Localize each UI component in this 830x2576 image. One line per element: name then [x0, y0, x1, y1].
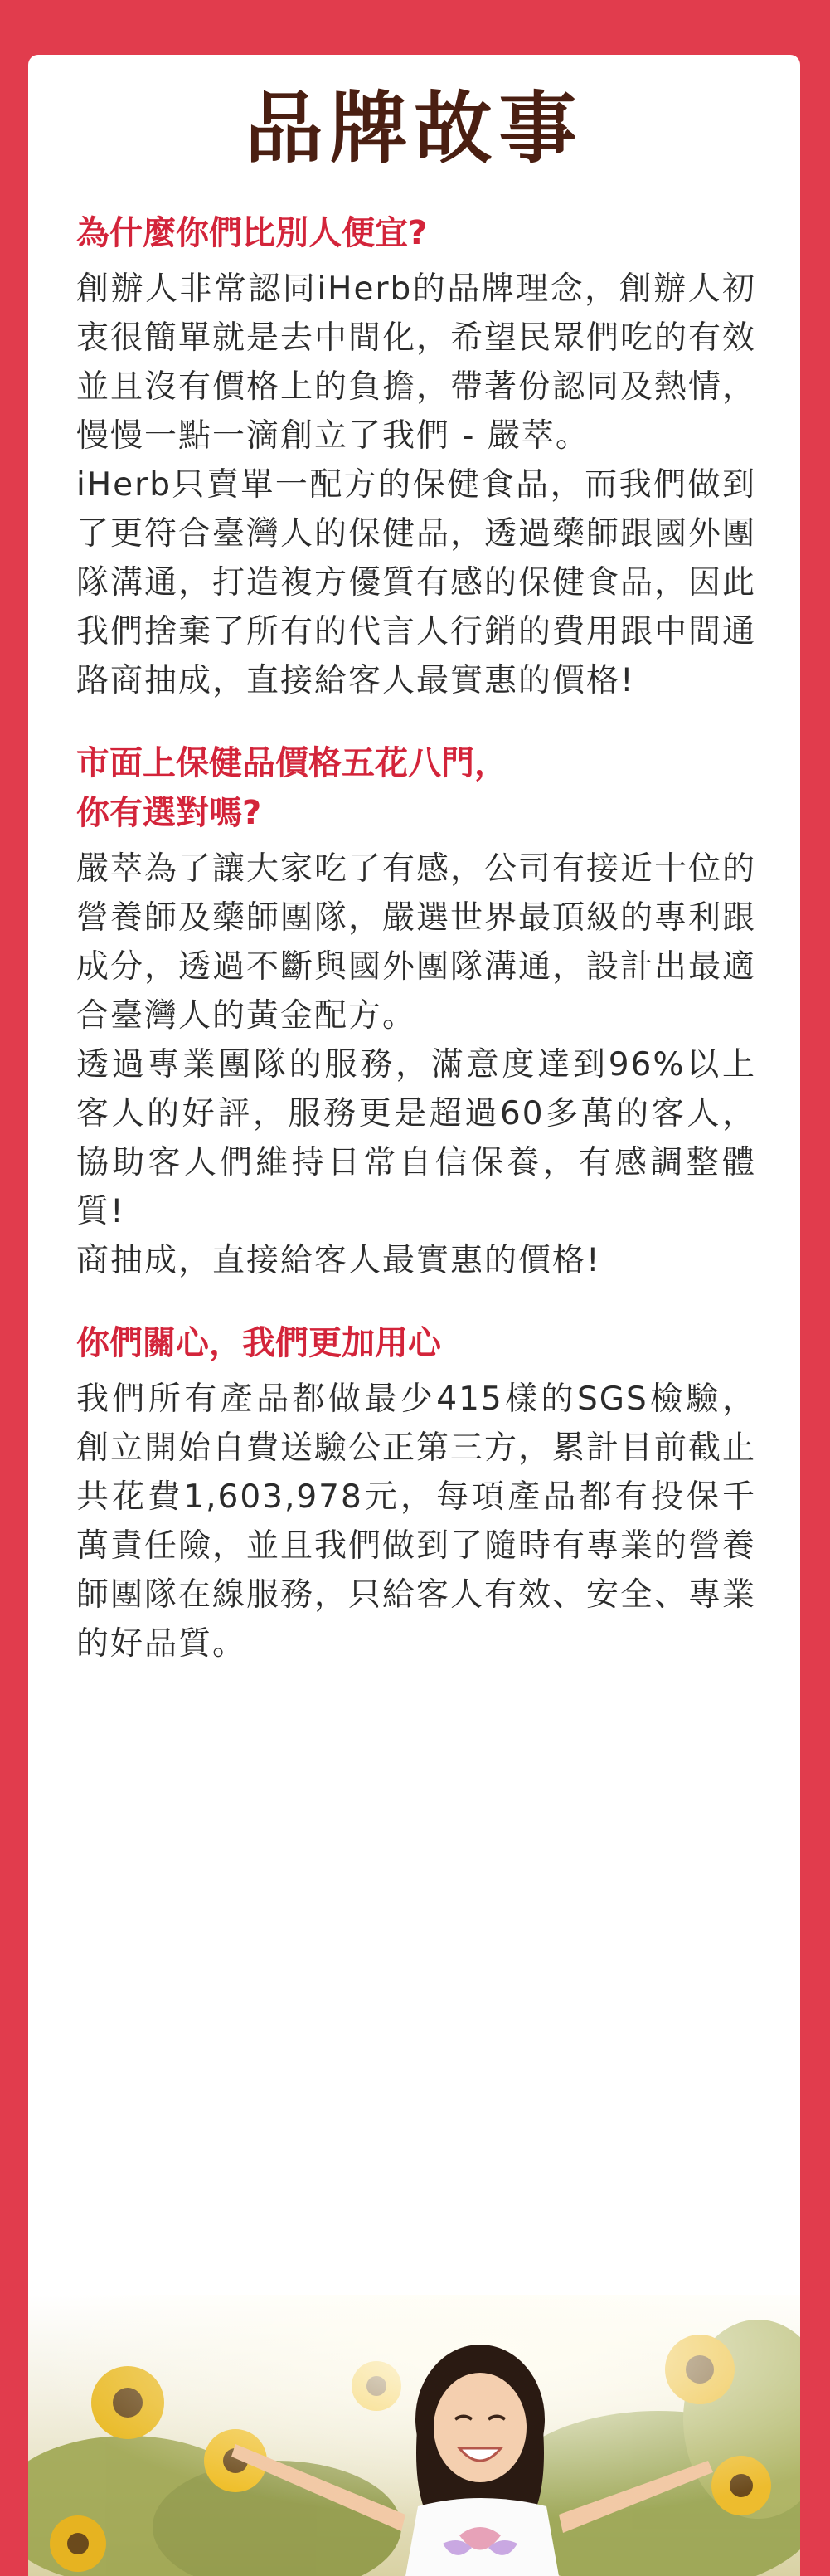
heading-line: 市面上保健品價格五花八門， [76, 744, 507, 782]
paragraph: 商抽成，直接給客人最實惠的價格! [76, 1242, 601, 1279]
section-we-care [76, 1318, 756, 1668]
page-title: 品牌故事 [245, 84, 584, 174]
paragraph: 透過專業團隊的服務，滿意度達到96%以上客人的好評，服務更是超過60多萬的客人，協助客人們維持日常自信保養，有感調整體質! [76, 1046, 756, 1230]
section-heading [76, 208, 756, 258]
heading-line: 為什麼你們比別人便宜? [76, 214, 428, 252]
section-choose-right [76, 738, 756, 1285]
paragraph: 我們所有產品都做最少415樣的SGS檢驗，創立開始自費送驗公正第三方，累計目前截止共花費1,603,978元，每項產品都有投保千萬責任險，並且我們做到了隨時有專業的營養師團隊在線服務，只給客人有效、安全、專業的好品質。 [76, 1381, 757, 1663]
sunflower-girl-photo [28, 2295, 800, 2576]
section-heading [76, 738, 756, 838]
photo-illustration [28, 2295, 800, 2576]
section-heading [76, 1318, 756, 1368]
heading-line: 你們關心，我們更加用心 [76, 1324, 441, 1362]
section-why-cheaper [76, 208, 756, 705]
story-content [76, 208, 756, 1702]
paragraph: 創辦人非常認同iHerb的品牌理念，創辦人初衷很簡單就是去中間化，希望民眾們吃的有效並且沒有價格上的負擔，帶著份認同及熱情，慢慢一點一滴創立了我們 - 嚴萃。 [76, 270, 757, 455]
paragraph: 嚴萃為了讓大家吃了有感，公司有接近十位的營養師及藥師團隊，嚴選世界最頂級的專利跟成分，透過不斷與國外團隊溝通，設計出最適合臺灣人的黃金配方。 [76, 850, 757, 1035]
brand-story-card [28, 55, 800, 2576]
heading-line: 你有選對嗎? [76, 794, 262, 832]
paragraph: iHerb只賣單一配方的保健食品，而我們做到了更符合臺灣人的保健品，透過藥師跟國外團隊溝通，打造複方優質有感的保健食品，因此我們捨棄了所有的代言人行銷的費用跟中間通路商抽成，直接給客人最實惠的價格! [76, 466, 757, 699]
